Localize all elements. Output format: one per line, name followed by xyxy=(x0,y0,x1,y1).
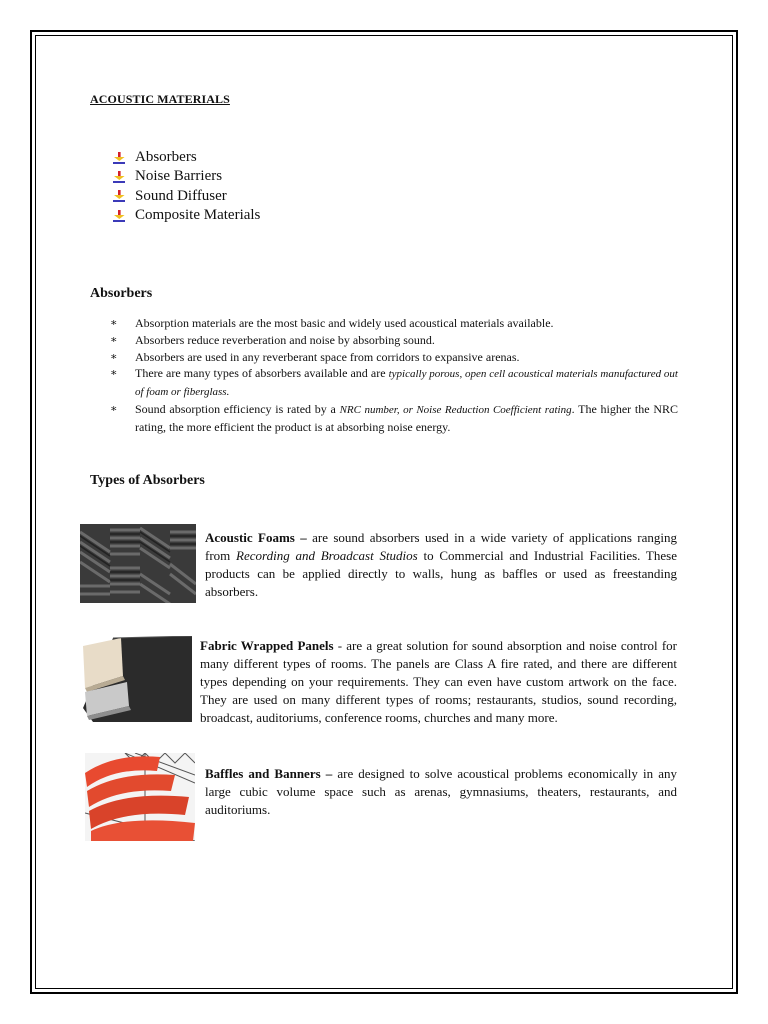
asterisk-bullet-icon: ∗ xyxy=(110,333,118,346)
page-title: ACOUSTIC MATERIALS xyxy=(90,92,230,106)
asterisk-bullet-icon: ∗ xyxy=(110,317,118,329)
asterisk-bullet-icon: ∗ xyxy=(110,350,118,363)
fabric-panels-paragraph xyxy=(200,637,677,727)
list-item-label: Noise Barriers xyxy=(135,168,223,185)
bullet-text: There are many types of absorbers available and are xyxy=(135,366,389,381)
bullet-arrow-icon xyxy=(112,189,126,203)
list-item xyxy=(105,365,678,401)
item-name: Fabric Wrapped Panels xyxy=(200,638,334,653)
list-item xyxy=(105,401,678,436)
list-item xyxy=(112,206,260,225)
list-item xyxy=(112,187,260,206)
bullet-text: Absorbers reduce reverberation and noise by absorbing sound. xyxy=(135,332,435,347)
item-name: Baffles and Banners – xyxy=(205,766,333,781)
bullet-text: Absorption materials are the most basic and widely used acoustical materials available. xyxy=(135,316,554,330)
list-item xyxy=(112,167,260,186)
list-item xyxy=(105,315,678,332)
bullet-emphasis: typically porous, open cell acoustical materials manufactured out of foam or fiberglass. xyxy=(135,368,678,399)
list-item xyxy=(112,148,260,167)
acoustic-foam-image xyxy=(80,524,196,603)
materials-list xyxy=(112,148,260,225)
asterisk-bullet-icon: ∗ xyxy=(110,402,118,415)
baffles-banners-image xyxy=(85,753,195,841)
types-heading: Types of Absorbers xyxy=(90,473,205,488)
absorbers-heading: Absorbers xyxy=(90,286,153,301)
bullet-text: Absorbers are used in any reverberant space from corridors to expansive arenas. xyxy=(135,349,520,364)
list-item-label: Composite Materials xyxy=(135,207,261,224)
bullet-text: . The higher the NRC rating, the more efficient the product is at absorbing noise energy. xyxy=(135,401,678,434)
acoustic-foams-paragraph xyxy=(205,529,677,601)
absorbers-bullet-list xyxy=(105,315,678,436)
list-item-label: Sound Diffuser xyxy=(135,187,227,204)
item-text: are designed to solve acoustical problems economically in any large cubic volume space such as arenas, gymnasiums, theaters, restaurants, and auditoriums. xyxy=(205,766,677,817)
bullet-arrow-icon xyxy=(112,151,126,165)
bullet-emphasis: NRC number, or Noise Reduction Coefficient rating xyxy=(339,403,572,416)
bullet-text: Sound absorption efficiency is rated by a xyxy=(135,401,340,416)
item-text: are sound absorbers used in a wide variety of applications ranging from xyxy=(205,530,677,563)
list-item-label: Absorbers xyxy=(135,149,197,166)
asterisk-bullet-icon: ∗ xyxy=(110,367,118,380)
baffles-banners-paragraph xyxy=(205,765,677,819)
item-text: to Commercial and Industrial Facilities. These products can be applied directly to walls, hung as baffles or used as freestanding absorbers. xyxy=(205,548,677,599)
item-text: - are a great solution for sound absorption and noise control for many different types of rooms. The panels are Class A fire rated, and there are different types depending on your requirements. They can even have custom artwork on the face. They are used on many different types of rooms; restaurants, studios, sound recording, broadcast, auditoriums, conference rooms, churches and many more. xyxy=(200,638,677,725)
bullet-arrow-icon xyxy=(112,209,126,223)
item-name: Acoustic Foams – xyxy=(205,530,307,545)
list-item xyxy=(105,349,678,366)
item-emphasis: Recording and Broadcast Studios xyxy=(236,548,418,563)
bullet-arrow-icon xyxy=(112,170,126,184)
fabric-panels-image xyxy=(83,636,192,722)
list-item xyxy=(105,332,678,349)
